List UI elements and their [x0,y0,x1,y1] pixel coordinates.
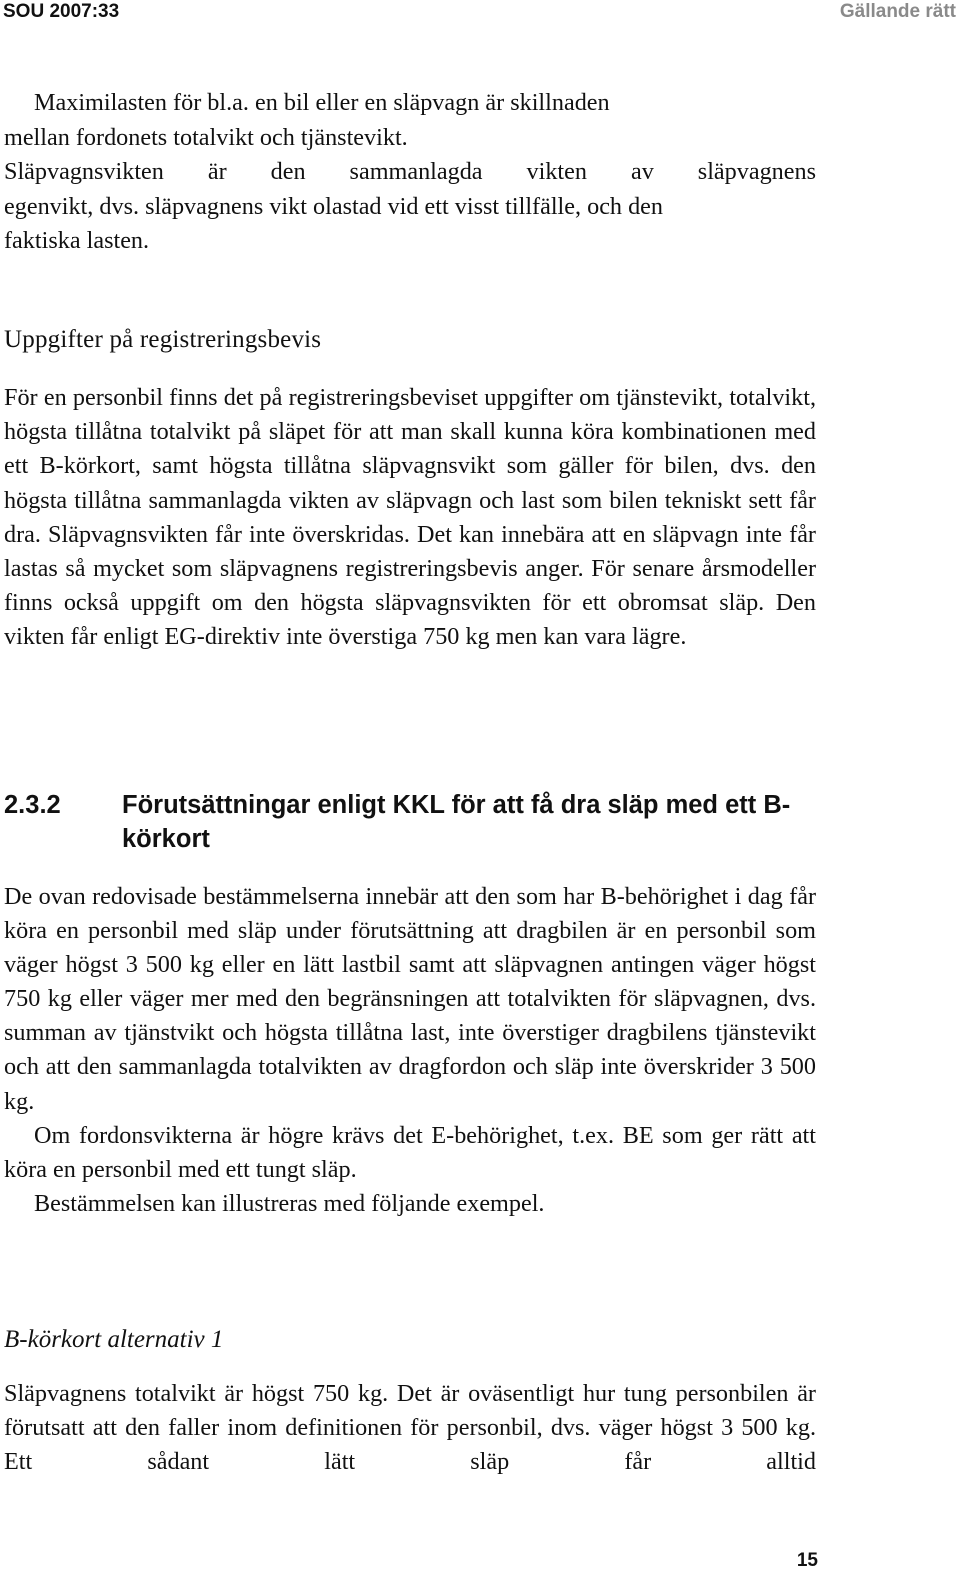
alternative-paragraph: Släpvagnens totalvikt är högst 750 kg. Det är oväsentligt hur tung personbilen är förutsatt att den faller inom definitionen för personbil, dvs. väger högst 3 500 kg. Ett sådant lätt släp får alltid [4,1380,816,1476]
section-paragraph: Bestämmelsen kan illustreras med följande exempel. [34,1189,545,1217]
section-body [4,880,816,1221]
intro-line: Släpvagnsvikten är den sammanlagda vikten av släpvagnens [4,158,816,185]
registration-section [4,381,816,655]
intro-text [4,86,816,259]
running-section-title: Gällande rätt [839,1,956,22]
section-number: 2.3.2 [4,791,61,819]
registration-heading: Uppgifter på registreringsbevis [4,326,322,353]
intro-line: faktiska lasten. [4,227,150,254]
document-reference: SOU 2007:33 [3,1,120,22]
section-title: Förutsättningar enligt KKL för att få dra släp med ett B-körkort [122,791,791,853]
intro-line: mellan fordonets totalvikt och tjänstevikt. [4,123,408,151]
alternative-heading: B-körkort alternativ 1 [4,1326,224,1353]
alternative-section [4,1377,816,1480]
registration-paragraph: För en personbil finns det på registreringsbeviset uppgifter om tjänstevikt, totalvikt, högsta tillåtna totalvikt på släpet för att man skall kunna köra kombinationen med ett B-körkort, samt högsta tillåtna släpvagnsvikt som gäller för bilen, dvs. den högsta tillåtna sammanlagda vikten av släpvagn och last som bilen tekniskt sett får dra. Släpvagnsvikten får inte överskridas. Det kan innebära att en släpvagn inte får lastas så mycket som släpvagnens registreringsbevis anger. För senare årsmodeller finns också uppgift om den högsta släpvagnsvikten för ett obromsat släp. Den vikten får enligt EG-direktiv inte överstiga 750 kg men kan vara lägre. [4,384,816,651]
section-paragraph: De ovan redovisade bestämmelserna innebär att den som har B-behörighet i dag får köra en personbil med släp under förutsättning att dragbilen är en personbil som väger högst 3 500 kg eller en lätt lastbil samt att släpvagnen antingen väger högst 750 kg eller väger mer med den begränsningen att totalvikten för släpvagnen, dvs. summan av tjänstvikt och högsta tillåtna last, inte överstiger dragbilens tjänstevikt och att den sammanlagda totalvikten av dragfordon och släp inte överskrider 3 500 kg. [4,883,816,1115]
intro-line: egenvikt, dvs. släpvagnens vikt olastad vid ett visst tillfälle, och den [4,192,663,220]
intro-line: Maximilasten för bl.a. en bil eller en släpvagn är skillnaden [34,89,610,116]
page-number: 15 [796,1550,818,1571]
section-paragraph: Om fordonsvikterna är högre krävs det E-behörighet, t.ex. BE som ger rätt att köra en personbil med ett tungt släp. [4,1121,816,1183]
